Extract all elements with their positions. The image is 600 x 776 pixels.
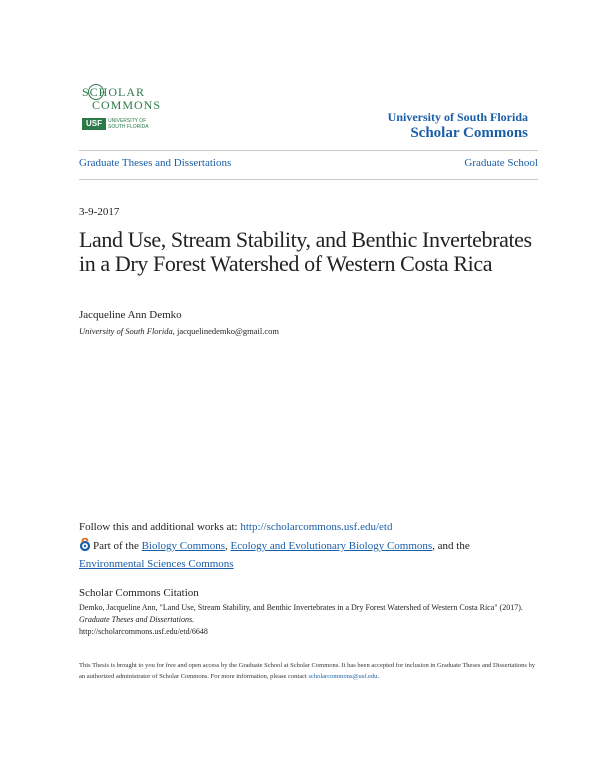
- part-of-prefix: Part of the: [93, 540, 142, 552]
- follow-url-link[interactable]: http://scholarcommons.usf.edu/etd: [240, 521, 393, 533]
- divider-bottom: [79, 179, 538, 180]
- affiliation-name: University of South Florida: [79, 326, 173, 336]
- part-of-line: [79, 538, 539, 572]
- footer-text: This Thesis is brought to you for free and open access by the Graduate School at Scholar Commons. It has been accepted for inclusion in Graduate Theses and Dissertations by an authorized administrator of Scholar Commons. For more information, please contact: [79, 662, 536, 680]
- citation-text: Demko, Jacqueline Ann, "Land Use, Stream Stability, and Benthic Invertebrates in a Dry Forest Watershed of Western Costa Rica" (2017).: [79, 603, 523, 612]
- follow-line: [79, 521, 392, 533]
- scholar-commons-logo: [82, 85, 162, 137]
- citation-heading: Scholar Commons Citation: [79, 587, 199, 599]
- author-name: Jacqueline Ann Demko: [79, 309, 182, 321]
- logo-university: UNIVERSITY OF SOUTH FLORIDA: [108, 118, 149, 130]
- access-footer: [79, 660, 539, 682]
- follow-prefix: Follow this and additional works at:: [79, 521, 241, 533]
- citation-body: [79, 602, 539, 638]
- divider-top: [79, 150, 538, 151]
- citation-series: Graduate Theses and Dissertations.: [79, 615, 195, 624]
- citation-url: http://scholarcommons.usf.edu/etd/6648: [79, 627, 208, 636]
- brand-university[interactable]: University of South Florida: [387, 110, 528, 124]
- author-affiliation: [79, 326, 279, 336]
- document-title: Land Use, Stream Stability, and Benthic Invertebrates in a Dry Forest Watershed of Western Costa Rica: [79, 227, 532, 276]
- footer-end: .: [377, 673, 380, 680]
- and-the: , and the: [432, 540, 470, 552]
- open-access-icon: [79, 538, 91, 556]
- ecology-commons-link[interactable]: Ecology and Evolutionary Biology Commons: [230, 540, 433, 552]
- publication-date: 3-9-2017: [79, 206, 120, 218]
- repository-brand[interactable]: [388, 110, 528, 142]
- environmental-commons-link[interactable]: Environmental Sciences Commons: [79, 558, 234, 570]
- breadcrumb-collection-link[interactable]: Graduate Theses and Dissertations: [79, 157, 232, 169]
- biology-commons-link[interactable]: Biology Commons: [141, 540, 226, 552]
- usf-badge: USF: [82, 118, 106, 130]
- author-email: , jacquelinedemko@gmail.com: [172, 326, 279, 336]
- sep1: ,: [225, 540, 231, 552]
- brand-repository[interactable]: Scholar Commons: [410, 125, 528, 141]
- contact-email-link[interactable]: scholarcommons@usf.edu: [308, 673, 378, 680]
- logo-line1: SCHOLAR: [82, 85, 146, 99]
- breadcrumb-school-link[interactable]: Graduate School: [464, 157, 538, 169]
- logo-line2: COMMONS: [92, 98, 162, 112]
